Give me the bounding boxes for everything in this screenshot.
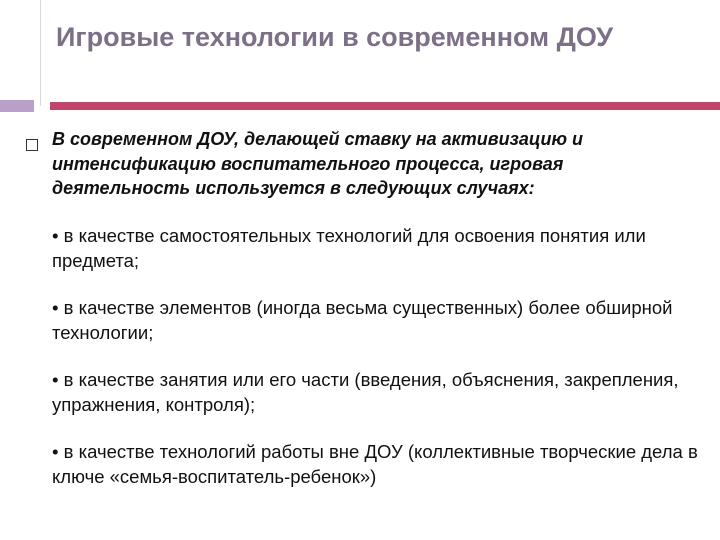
list-item: • в качестве самостоятельных технологий для освоения понятия или предмета; <box>52 224 646 271</box>
slide-content <box>22 127 702 511</box>
title-rule-accent <box>0 100 34 112</box>
list-item: • в качестве занятия или его части (введения, объяснения, закрепления, упражнения, контроля); <box>52 368 679 415</box>
checkbox-icon <box>26 139 38 151</box>
slide-title: Игровые технологии в современном ДОУ <box>56 22 614 52</box>
list-item: • в качестве элементов (иногда весьма существенных) более обширной технологии; <box>52 296 673 343</box>
list-item: • в качестве технологий работы вне ДОУ (коллективные творческие дела в ключе «семья-воспитатель-ребенок») <box>52 440 698 487</box>
intro-text: В современном ДОУ, делающей ставку на активизацию и интенсификацию воспитательного процесса, игровая деятельность используется в следующих случаях: <box>52 129 584 198</box>
left-divider <box>40 0 41 106</box>
intro-paragraph <box>22 127 702 201</box>
title-rule <box>50 102 720 110</box>
